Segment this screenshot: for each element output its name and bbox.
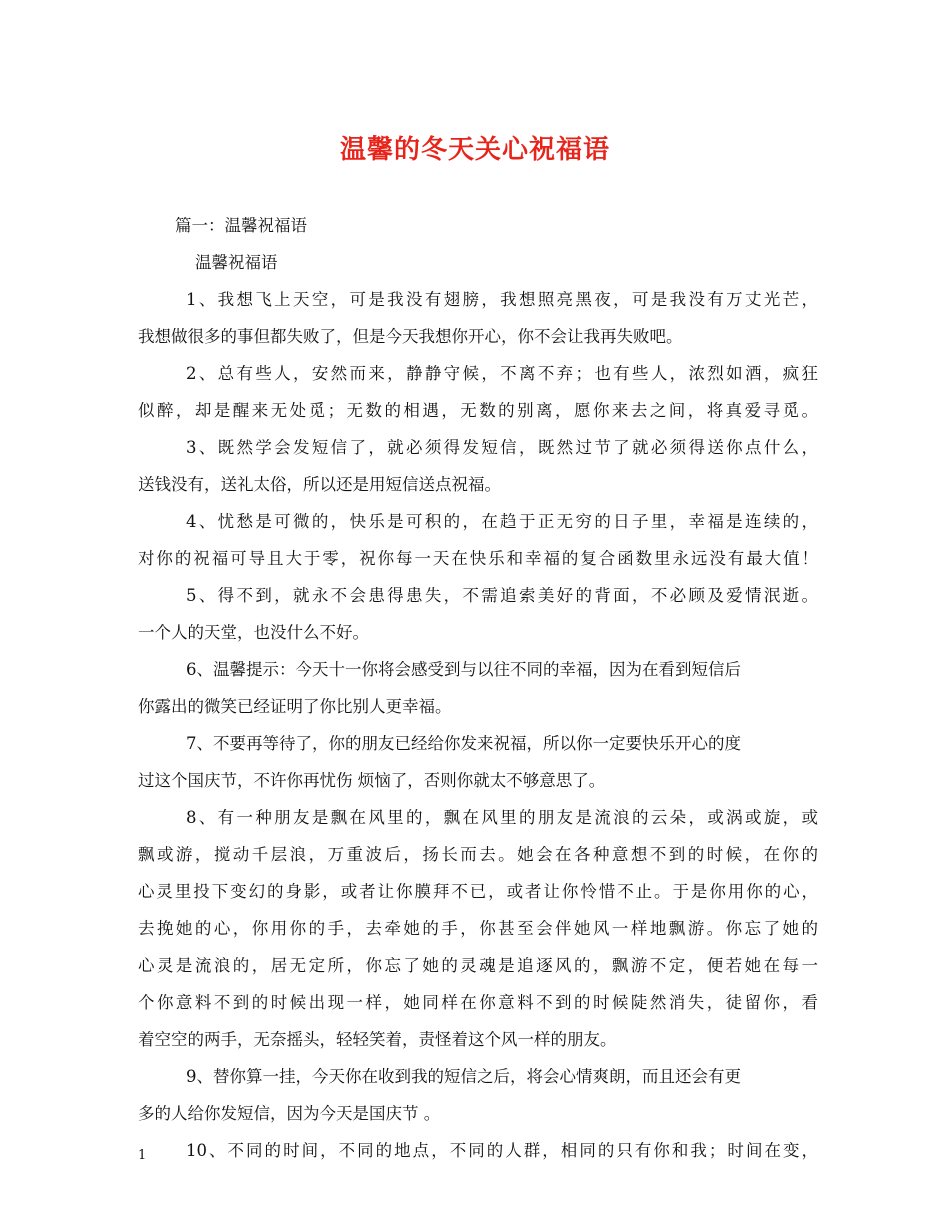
section-heading: 篇一：温馨祝福语 [175,216,307,235]
paragraph-line: 3、既然学会发短信了，就必须得发短信，既然过节了就必须得送你点什么， [186,438,818,457]
paragraph-line: 去挽她的心，你用你的手，去牵她的手，你甚至会伴她风一样地飘游。你忘了她的 [138,919,818,938]
paragraph-line: 似醉，却是醒来无处觅；无数的相遇，无数的别离，愿你来去之间，将真爱寻觅。 [138,401,818,420]
paragraph-line: 7、不要再等待了，你的朋友已经给你发来祝福，所以你一定要快乐开心的度 [186,734,741,753]
paragraph-line: 心灵是流浪的，居无定所，你忘了她的灵魂是追逐风的，飘游不定，便若她在每一 [138,956,818,975]
paragraph-line: 6、温馨提示：今天十一你将会感受到与以往不同的幸福，因为在看到短信后 [186,660,741,679]
document-title: 温馨的冬天关心祝福语 [339,135,610,165]
section-subtitle: 温馨祝福语 [195,253,278,272]
paragraph-line: 2、总有些人，安然而来，静静守候，不离不弃；也有些人，浓烈如酒，疯狂 [186,364,818,383]
paragraph-line: 着空空的两手，无奈摇头，轻轻笑着，责怪着这个风一样的朋友。 [138,1030,617,1049]
paragraph-line: 1、我想飞上天空，可是我没有翅膀，我想照亮黑夜，可是我没有万丈光芒， [186,290,818,309]
paragraph-line: 对你的祝福可导且大于零，祝你每一天在快乐和幸福的复合函数里永远没有最大值！ [138,549,818,568]
paragraph-line: 送钱没有，送礼太俗，所以还是用短信送点祝福。 [138,475,501,494]
document-body [138,207,818,1169]
paragraph-line: 多的人给你发短信，因为今天是国庆节 。 [138,1104,441,1123]
page-number: 1 [138,1148,147,1163]
paragraph-line: 我想做很多的事但都失败了，但是今天我想你开心，你不会让我再失败吧。 [138,327,683,346]
paragraph-line: 飘或游，搅动千层浪，万重波后，扬长而去。她会在各种意想不到的时候，在你的 [138,845,818,864]
paragraph-line: 心灵里投下变幻的身影，或者让你膜拜不已，或者让你怜惜不止。于是你用你的心， [138,882,818,901]
paragraph-line: 一个人的天堂，也没什么不好。 [138,623,369,642]
paragraph-line: 你露出的微笑已经证明了你比别人更幸福。 [138,697,452,716]
paragraph-line: 8、有一种朋友是飘在风里的，飘在风里的朋友是流浪的云朵，或涡或旋，或 [186,808,818,827]
paragraph-line: 过这个国庆节，不许你再忧伤 烦恼了，否则你就太不够意思了。 [138,771,606,790]
paragraph-line: 个你意料不到的时候出现一样，她同样在你意料不到的时候陡然消失，徒留你，看 [138,993,818,1012]
paragraph-line: 10、不同的时间，不同的地点，不同的人群，相同的只有你和我；时间在变， [186,1141,818,1160]
paragraph-line: 4、忧愁是可微的，快乐是可积的，在趋于正无穷的日子里，幸福是连续的， [186,512,818,531]
paragraph-line: 5、得不到，就永不会患得患失，不需追索美好的背面，不必顾及爱情泯逝。 [186,586,818,605]
paragraph-line: 9、替你算一挂，今天你在收到我的短信之后，将会心情爽朗，而且还会有更 [186,1067,741,1086]
